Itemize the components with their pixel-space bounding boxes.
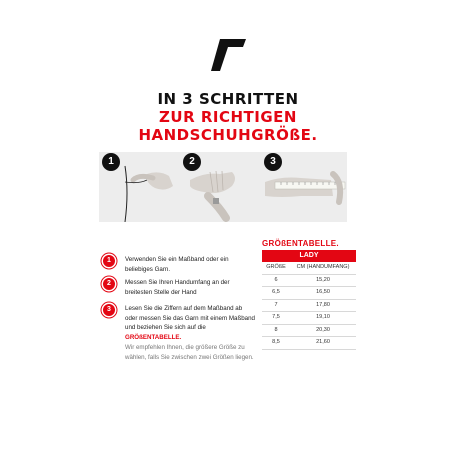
headline bbox=[0, 90, 456, 144]
step-photo-1 bbox=[99, 152, 185, 222]
cm-cell: 20,30 bbox=[316, 326, 330, 333]
cm-cell: 19,10 bbox=[316, 314, 330, 320]
column-header-size: GRÖßE bbox=[266, 264, 286, 270]
column-header-cm: CM (HANDUMFANG) bbox=[296, 264, 350, 270]
size-cell: 8 bbox=[274, 326, 278, 333]
step-number-1: 1 bbox=[103, 255, 115, 267]
table-row bbox=[262, 300, 356, 313]
photo-number-3: 3 bbox=[264, 153, 282, 171]
size-table bbox=[262, 250, 356, 350]
cm-cell: 16,50 bbox=[316, 289, 330, 295]
photo-number-1: 1 bbox=[102, 153, 120, 171]
size-table-title: GRÖßENTABELLE. bbox=[262, 239, 339, 248]
size-cell: 6,5 bbox=[272, 289, 280, 295]
table-row bbox=[262, 337, 356, 350]
size-table-reference: GRÖßENTABELLE. bbox=[125, 333, 182, 341]
step-text-3 bbox=[125, 304, 255, 342]
step-number-3: 3 bbox=[103, 304, 115, 316]
table-row bbox=[262, 312, 356, 325]
headline-line-1: IN 3 SCHRITTEN bbox=[157, 90, 299, 108]
cm-cell: 21,60 bbox=[316, 339, 330, 345]
headline-line-2: ZUR RICHTIGEN bbox=[159, 108, 297, 126]
table-row bbox=[262, 275, 356, 288]
step-photo-2 bbox=[180, 152, 266, 222]
step-photo-3 bbox=[261, 152, 347, 222]
size-cell: 7 bbox=[274, 301, 278, 308]
step-text-3-body: Lesen Sie die Ziffern auf dem Maßband ab oder messen Sie das Garn mit einem Maßband und beziehen Sie sich auf die bbox=[125, 305, 255, 331]
size-recommendation-note: Wir empfehlen Ihnen, die größere Größe zu wählen, falls Sie zwischen zwei Größen liegen. bbox=[125, 344, 254, 361]
headline-line-3: HANDSCHUHGRÖßE. bbox=[138, 126, 318, 144]
reusch-logo-icon bbox=[206, 31, 250, 75]
step-text-2: Messen Sie Ihren Handumfang an der breitesten Stelle der Hand bbox=[125, 279, 230, 296]
step-number-2: 2 bbox=[103, 278, 115, 290]
table-row bbox=[262, 287, 356, 300]
size-cell: 8,5 bbox=[272, 339, 280, 345]
cm-cell: 17,80 bbox=[316, 301, 330, 308]
size-cell: 7,5 bbox=[272, 314, 280, 320]
cm-cell: 15,20 bbox=[316, 276, 330, 283]
size-table-subtitle: LADY bbox=[262, 250, 356, 262]
size-table-header bbox=[262, 262, 356, 275]
step-text-1: Verwenden Sie ein Maßband oder ein beliebiges Garn. bbox=[125, 256, 229, 273]
photo-number-2: 2 bbox=[183, 153, 201, 171]
table-row bbox=[262, 325, 356, 338]
size-cell: 6 bbox=[274, 276, 278, 283]
